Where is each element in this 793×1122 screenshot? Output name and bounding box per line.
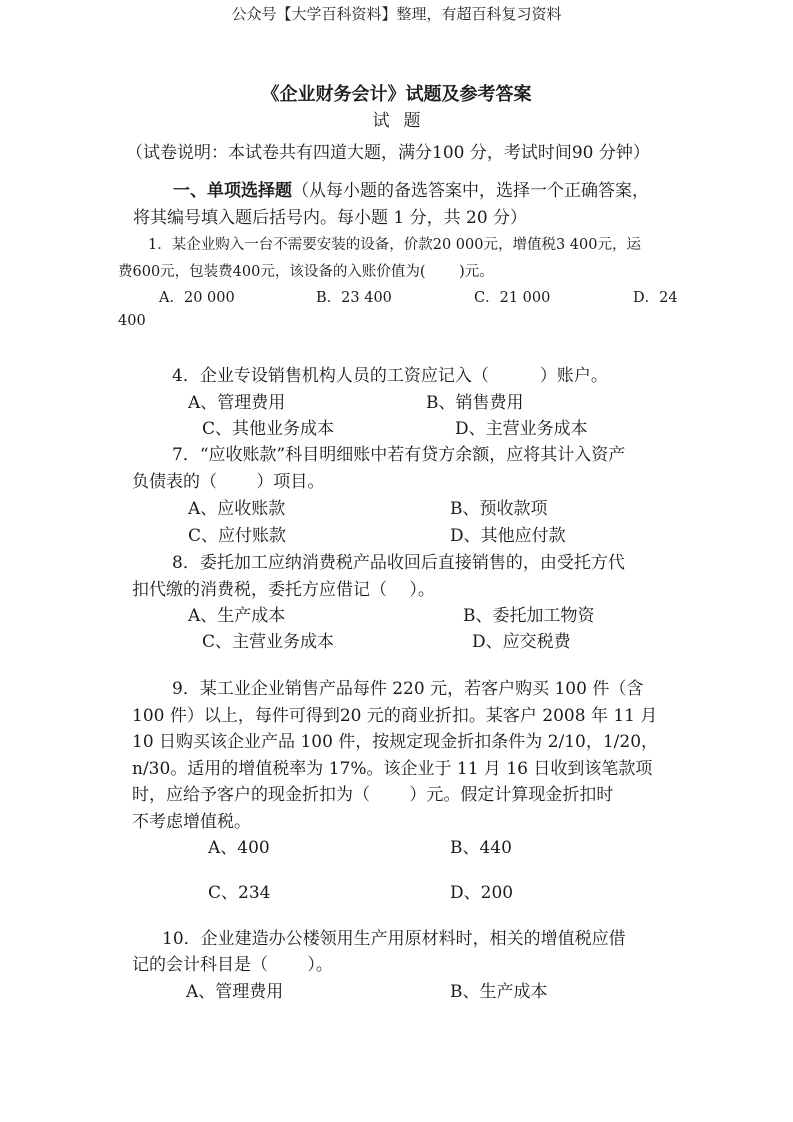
option-c: C．21 000 xyxy=(474,290,551,306)
option-d: D．24 xyxy=(633,290,678,306)
option-c: C、应付账款 xyxy=(188,526,287,546)
option-b: B、生产成本 xyxy=(450,982,548,1002)
option-d: D、主营业务成本 xyxy=(455,419,588,439)
option-c: C、234 xyxy=(208,883,271,903)
option-a: A、400 xyxy=(208,838,270,858)
option-b: B、销售费用 xyxy=(426,393,524,413)
page-header: 公众号【大学百科资料】整理，有超百科复习资料 xyxy=(231,5,562,23)
option-b: B、委托加工物资 xyxy=(463,606,595,626)
option-c: C、其他业务成本 xyxy=(202,419,335,439)
section-heading-line xyxy=(173,176,649,201)
question-text: 10 日购买该企业产品 100 件，按规定现金折扣条件为 2/10，1/20， xyxy=(132,732,659,752)
section-instructions-1: （从每小题的备选答案中，选择一个正确答案， xyxy=(292,181,649,201)
option-b: B．23 400 xyxy=(316,290,392,306)
question-text: 费600元，包装费400元，该设备的入账价值为( )元。 xyxy=(118,264,494,280)
question-text: 不考虑增值税。 xyxy=(132,812,251,832)
option-b: B、440 xyxy=(450,838,512,858)
option-a: A、应收账款 xyxy=(188,499,286,519)
question-text: 7．“应收账款”科目明细账中若有贷方余额，应将其计入资产 xyxy=(172,445,626,465)
question-text: 8．委托加工应纳消费税产品收回后直接销售的，由受托方代 xyxy=(172,553,625,573)
option-d: D、其他应付款 xyxy=(450,526,566,546)
question-text: 1．某企业购入一台不需要安装的设备，价款20 000元，增值税3 400元，运 xyxy=(148,237,641,253)
question-text: 时，应给予客户的现金折扣为（ ）元。假定计算现金折扣时 xyxy=(132,785,614,805)
question-text: 扣代缴的消费税，委托方应借记（ ）。 xyxy=(132,580,435,600)
option-c: C、主营业务成本 xyxy=(202,632,335,652)
option-d: D、200 xyxy=(450,883,514,903)
option-a: A．20 000 xyxy=(159,290,235,306)
question-text: 9．某工业企业销售产品每件 220 元，若客户购买 100 件（含 xyxy=(172,679,644,699)
question-text: 4．企业专设销售机构人员的工资应记入（ ）账户。 xyxy=(172,366,608,386)
question-text: 100 件）以上，每件可得到20 元的商业折扣。某客户 2008 年 11 月 xyxy=(132,706,658,726)
option-b: B、预收款项 xyxy=(450,499,548,519)
document-subtitle: 试题 xyxy=(372,111,435,131)
question-text: 10．企业建造办公楼领用生产用原材料时，相关的增值税应借 xyxy=(162,929,626,949)
section-instructions-2: 将其编号填入题后括号内。每小题 1 分，共 20 分） xyxy=(133,208,528,228)
option-d: D、应交税费 xyxy=(472,632,571,652)
section-heading: 一、单项选择题 xyxy=(173,181,292,201)
option-d-overflow: 400 xyxy=(118,313,146,329)
document-title: 《企业财务会计》试题及参考答案 xyxy=(261,84,532,105)
option-a: A、生产成本 xyxy=(188,606,286,626)
question-text: 负债表的（ ）项目。 xyxy=(132,472,325,492)
question-text: n/30。适用的增值税率为 17%。该企业于 11 月 16 日收到该笔款项 xyxy=(132,759,653,779)
exam-note: （试卷说明：本试卷共有四道大题，满分100 分，考试时间90 分钟） xyxy=(126,143,650,163)
question-text: 记的会计科目是（ ）。 xyxy=(132,955,333,975)
option-a: A、管理费用 xyxy=(186,982,284,1002)
option-a: A、管理费用 xyxy=(188,393,286,413)
